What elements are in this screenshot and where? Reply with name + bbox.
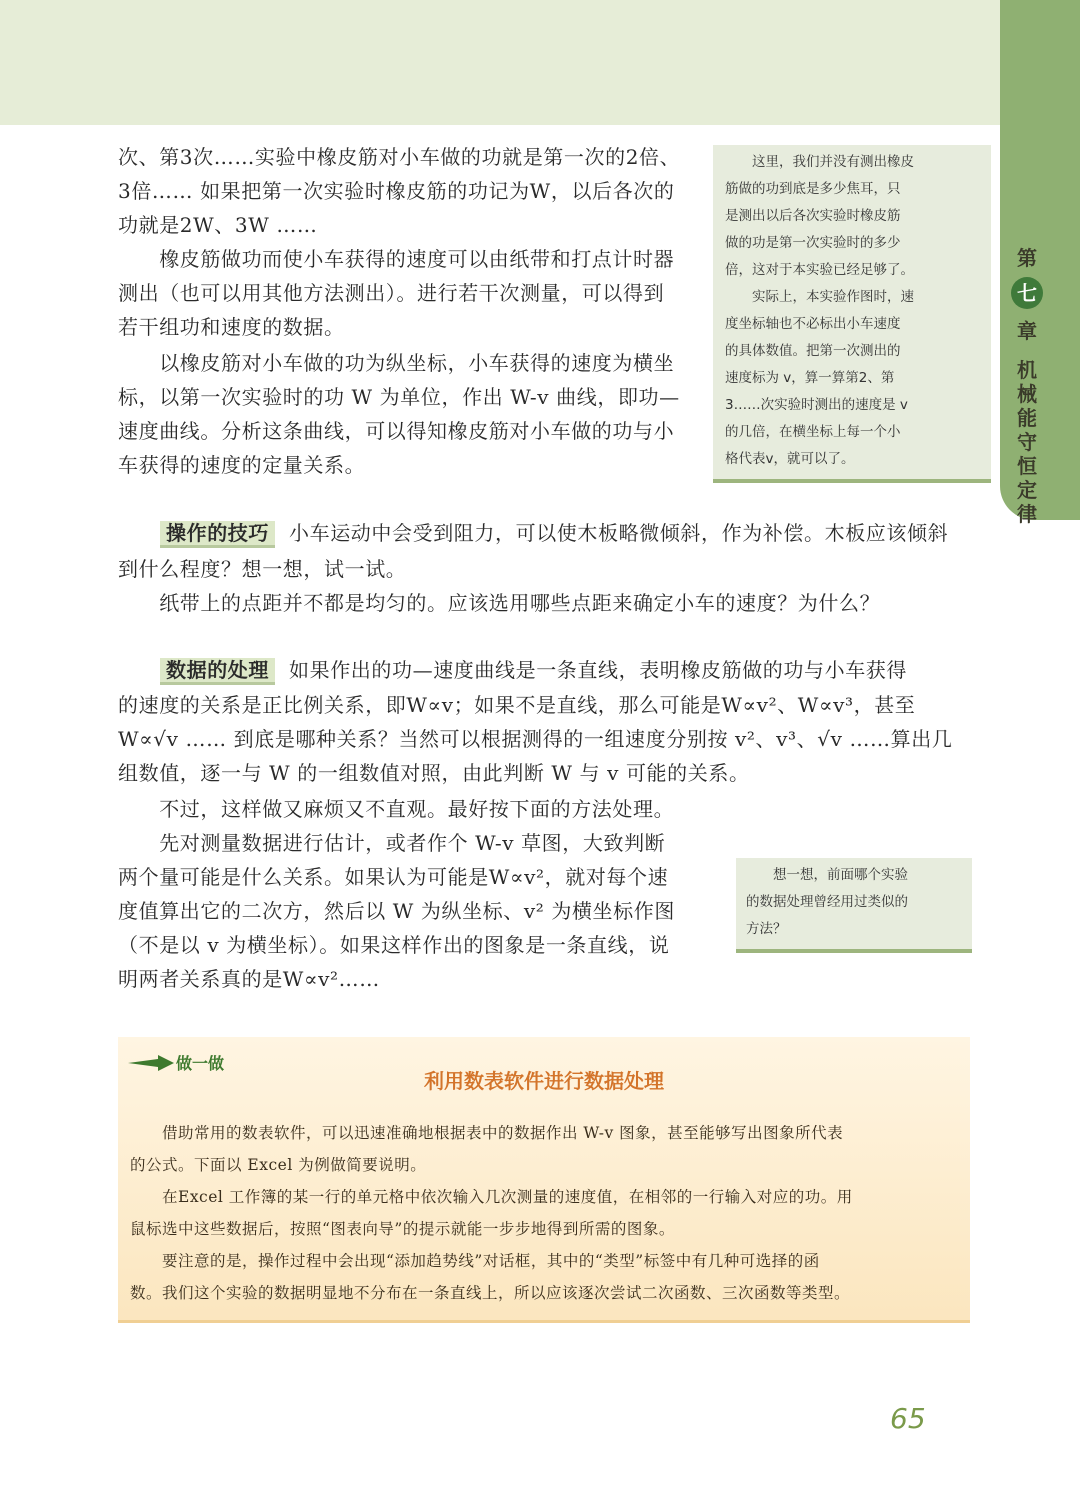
chapter-suffix: 章 — [1017, 319, 1037, 343]
activity-line: 数。我们这个实验的数据明显地不分布在一条直线上，所以应该逐次尝试二次函数、三次函数等类型。 — [130, 1284, 851, 1302]
activity-label: 做一做 — [176, 1054, 225, 1073]
data-line: 先对测量数据进行估计，或者作个 W-v 草图，大致判断 — [118, 831, 666, 855]
sidenote-line: 的数据处理曾经用过类似的 — [746, 894, 908, 910]
data-line: 两个量可能是什么关系。如果认为可能是W∝v²，就对每个速 — [118, 865, 669, 889]
chapter-tab-label — [1006, 242, 1048, 526]
sidenote-line: 格代表v，就可以了。 — [725, 451, 855, 467]
sidenote-line: 想一想，前面哪个实验 — [746, 867, 908, 883]
operation-heading: 操作的技巧 — [160, 521, 275, 548]
page-number: 65 — [890, 1402, 926, 1435]
intro-line: 车获得的速度的定量关系。 — [118, 453, 366, 477]
chapter-prefix: 第 — [1017, 246, 1037, 270]
sidenote-line: 这里，我们并没有测出橡皮 — [725, 154, 914, 170]
activity-title: 利用数表软件进行数据处理 — [424, 1069, 664, 1093]
intro-line: 若干组功和速度的数据。 — [118, 315, 345, 339]
operation-line: 纸带上的点距并不都是均匀的。应该选用哪些点距来确定小车的速度？为什么？ — [118, 591, 881, 615]
sidenote-line: 做的功是第一次实验时的多少 — [725, 235, 901, 251]
activity-line: 的公式。下面以 Excel 为例做简要说明。 — [130, 1156, 427, 1174]
intro-line: 速度曲线。分析这条曲线，可以得知橡皮筋对小车做的功与小 — [118, 419, 675, 443]
chapter-title: 机 械 能 守 恒 定 律 — [1017, 358, 1037, 526]
data-line: 组数值，逐一与 W 的一组数值对照，由此判断 W 与 v 可能的关系。 — [118, 761, 750, 785]
intro-line: 测出（也可以用其他方法测出）。进行若干次测量，可以得到 — [118, 281, 665, 305]
data-processing-text: 如果作出的功—速度曲线是一条直线，表明橡皮筋做的功与小车获得 — [289, 658, 907, 682]
data-line: （不是以 v 为横坐标）。如果这样作出的图象是一条直线，说 — [118, 933, 670, 957]
operation-line: 到什么程度？想一想，试一试。 — [118, 557, 407, 581]
sidenote-line: 方法？ — [746, 921, 787, 937]
sidenote-line: 是测出以后各次实验时橡皮筋 — [725, 208, 901, 224]
intro-line: 功就是2W、3W …… — [118, 213, 318, 237]
data-line: 明两者关系真的是W∝v²…… — [118, 967, 380, 991]
intro-line: 以橡皮筋对小车做的功为纵坐标，小车获得的速度为横坐 — [118, 351, 675, 375]
intro-line: 标，以第一次实验时的功 W 为单位，作出 W-v 曲线，即功— — [118, 385, 680, 409]
sidenote-box-2 — [736, 858, 972, 953]
chapter-number-badge: 七 — [1011, 277, 1043, 309]
sidenote-line: 的几倍，在横坐标上每一个小 — [725, 424, 901, 440]
operation-text: 小车运动中会受到阻力，可以使木板略微倾斜，作为补偿。木板应该倾斜 — [289, 521, 949, 545]
sidenote-line: 筋做的功到底是多少焦耳，只 — [725, 181, 901, 197]
sidenote-line: 度坐标轴也不必标出小车速度 — [725, 316, 901, 332]
sidenote-line: 速度标为 v，算一算第2、第 — [725, 370, 895, 386]
data-processing-first-line — [160, 653, 907, 687]
sidenote-box — [713, 145, 991, 483]
top-header-band — [0, 0, 1000, 125]
data-processing-heading: 数据的处理 — [160, 658, 275, 685]
activity-line: 要注意的是，操作过程中会出现“添加趋势线”对话框，其中的“类型”标签中有几种可选择的函 — [130, 1252, 820, 1270]
data-line: W∝√v …… 到底是哪种关系？当然可以根据测得的一组速度分别按 v²、v³、√v ……算出几 — [118, 727, 953, 751]
data-line: 度值算出它的二次方，然后以 W 为纵坐标、v² 为横坐标作图 — [118, 899, 675, 923]
data-line: 不过，这样做又麻烦又不直观。最好按下面的方法处理。 — [118, 797, 675, 821]
sidenote-line: 倍，这对于本实验已经足够了。 — [725, 262, 914, 278]
activity-line: 鼠标选中这些数据后，按照“图表向导”的提示就能一步步地得到所需的图象。 — [130, 1220, 675, 1238]
activity-line: 在Excel 工作簿的某一行的单元格中依次输入几次测量的速度值，在相邻的一行输入对应的功。用 — [130, 1188, 853, 1206]
intro-line: 3倍…… 如果把第一次实验时橡皮筋的功记为W，以后各次的 — [118, 179, 675, 203]
activity-line: 借助常用的数表软件，可以迅速准确地根据表中的数据作出 W-v 图象，甚至能够写出图象所代表 — [130, 1124, 844, 1142]
intro-line: 次、第3次……实验中橡皮筋对小车做的功就是第一次的2倍、 — [118, 145, 681, 169]
sidenote-line: 实际上，本实验作图时，速 — [725, 289, 914, 305]
data-line: 的速度的关系是正比例关系，即W∝v；如果不是直线，那么可能是W∝v²、W∝v³，甚至 — [118, 693, 916, 717]
operation-first-line — [160, 516, 948, 550]
sidenote-line: 的具体数值。把第一次测出的 — [725, 343, 901, 359]
intro-line: 橡皮筋做功而使小车获得的速度可以由纸带和打点计时器 — [118, 247, 675, 271]
sidenote-line: 3……次实验时测出的速度是 v — [725, 397, 908, 413]
activity-box — [118, 1037, 970, 1323]
